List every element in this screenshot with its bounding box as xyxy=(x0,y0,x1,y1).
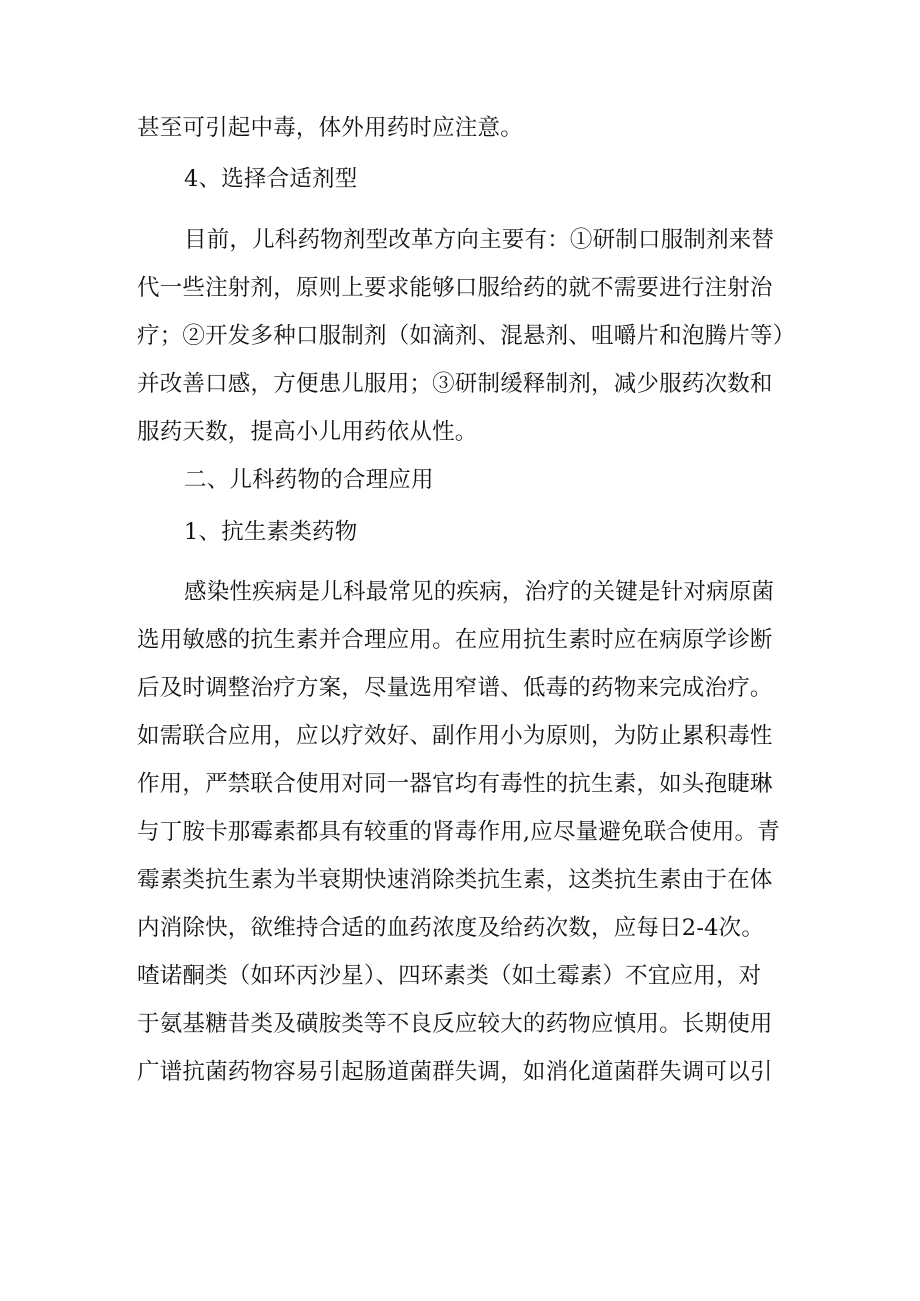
paragraph-line: 广谱抗菌药物容易引起肠道菌群失调，如消化道菌群失调可以引 xyxy=(137,1059,773,1085)
paragraph-line: 作用，严禁联合使用对同一器官均有毒性的抗生素，如头孢睫琳 xyxy=(137,771,773,797)
paragraph-line: 疗；②开发多种口服制剂（如滴剂、混悬剂、咀嚼片和泡腾片等） xyxy=(137,323,796,349)
paragraph-line: 选用敏感的抗生素并合理应用。在应用抗生素时应在病原学诊断 xyxy=(137,627,773,653)
paragraph-line: 甚至可引起中毒，体外用药时应注意。 xyxy=(137,115,523,141)
paragraph-line: 喳诺酮类（如环丙沙星）、四环素类（如土霉素）不宜应用，对 xyxy=(137,963,762,989)
paragraph-line: 如需联合应用，应以疗效好、副作用小为原则，为防止累积毒性 xyxy=(137,723,773,749)
paragraph-line: 霉素类抗生素为半衰期快速消除类抗生素，这类抗生素由于在体 xyxy=(137,867,773,893)
section-heading: 二、儿科药物的合理应用 xyxy=(184,467,434,493)
section-heading: 4、选择合适剂型 xyxy=(184,166,358,192)
paragraph-line: 服药天数，提高小儿用药依从性。 xyxy=(137,419,478,445)
paragraph-line: 内消除快，欲维持合适的血药浓度及给药次数，应每日2-4次。 xyxy=(137,915,765,941)
paragraph-line: 代一些注射剂，原则上要求能够口服给药的就不需要进行注射治 xyxy=(137,275,773,301)
section-heading: 1、抗生素类药物 xyxy=(184,519,358,545)
paragraph-line: 目前，儿科药物剂型改革方向主要有：①研制口服制剂来替 xyxy=(184,227,775,253)
paragraph-line: 后及时调整治疗方案，尽量选用窄谱、低毒的药物来完成治疗。 xyxy=(137,675,773,701)
paragraph-line: 于氨基糖昔类及磺胺类等不良反应较大的药物应慎用。长期使用 xyxy=(137,1011,773,1037)
paragraph-line: 与丁胺卡那霉素都具有较重的肾毒作用,应尽量避免联合使用。青 xyxy=(137,819,780,845)
paragraph-line: 并改善口感，方便患儿服用；③研制缓释制剂，减少服药次数和 xyxy=(137,371,773,397)
paragraph-line: 感染性疾病是儿科最常见的疾病，治疗的关键是针对病原菌 xyxy=(184,579,775,605)
